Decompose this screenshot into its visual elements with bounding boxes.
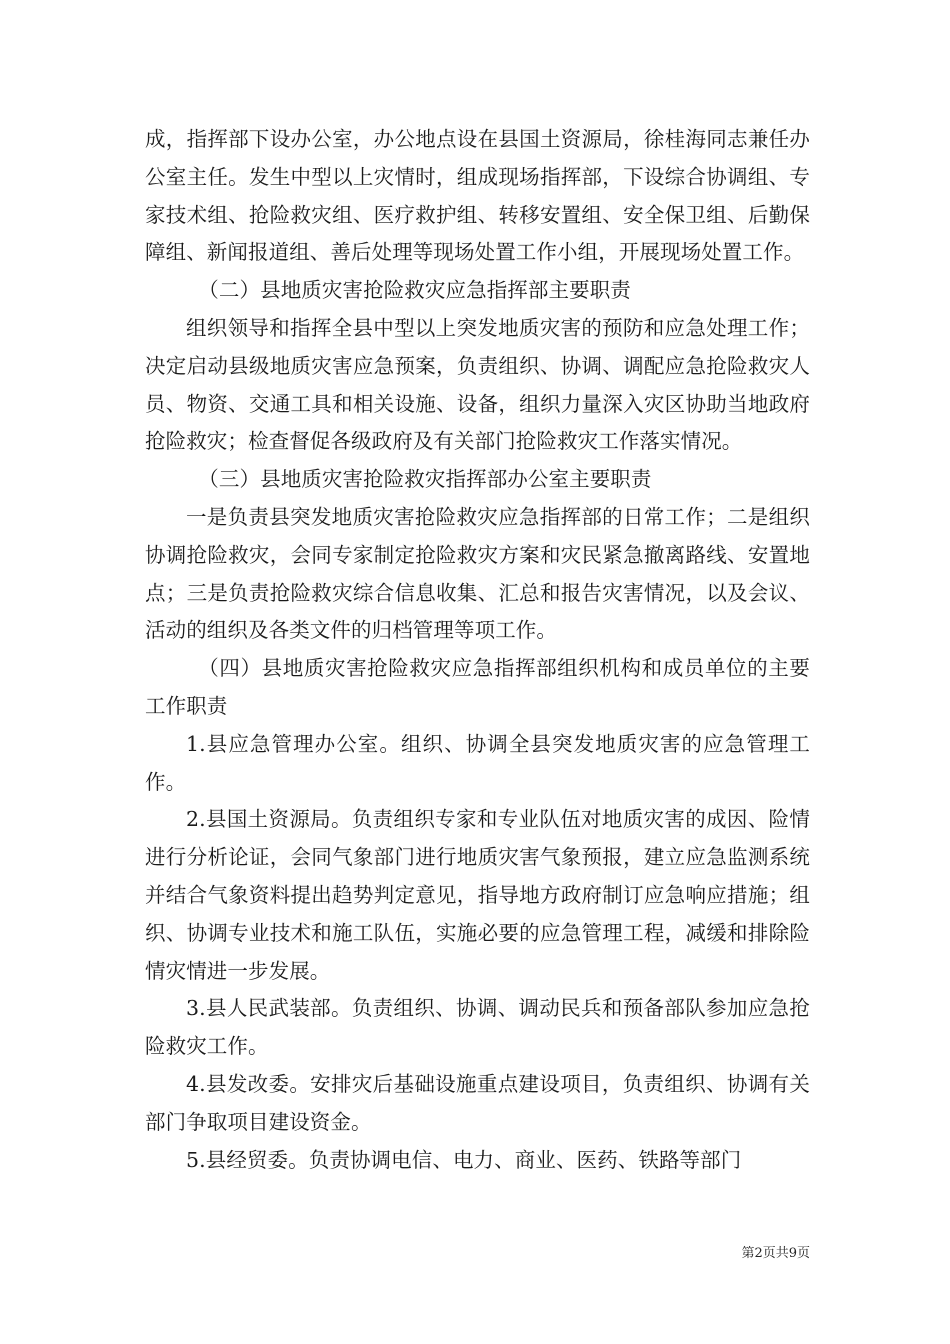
section-heading-2: （二）县地质灾害抢险救灾应急指挥部主要职责 — [198, 278, 631, 303]
paragraph: 组织领导和指挥全县中型以上突发地质灾害的预防和应急处理工作；决定启动县级地质灾害应急预案，负责组织、协调、调配应急抢险救灾人员、物资、交通工具和相关设施、设备，组织力量深入灾区协助当地政府抢险救灾；检查督促各级政府及有关部门抢险救灾工作落实情况。 — [145, 315, 810, 454]
section-heading-4: （四）县地质灾害抢险救灾应急指挥部组织机构和成员单位的主要工作职责 — [145, 656, 810, 718]
paragraph: 一是负责县突发地质灾害抢险救灾应急指挥部的日常工作；二是组织协调抢险救灾，会同专家制定抢险救灾方案和灾民紧急撤离路线、安置地点；三是负责抢险救灾综合信息收集、汇总和报告灾害情况，以及会议、活动的组织及各类文件的归档管理等项工作。 — [145, 504, 810, 643]
list-item: 1.县应急管理办公室。组织、协调全县突发地质灾害的应急管理工作。 — [145, 731, 810, 794]
document-body — [145, 121, 810, 1179]
list-item: 2.县国土资源局。负责组织专家和专业队伍对地质灾害的成因、险情进行分析论证，会同气象部门进行地质灾害气象预报，建立应急监测系统并结合气象资料提出趋势判定意见，指导地方政府制订应急响应措施；组织、协调专业技术和施工队伍，实施必要的应急管理工程，减缓和排除险情灾情进一步发展。 — [145, 807, 810, 983]
list-item: 3.县人民武装部。负责组织、协调、调动民兵和预备部队参加应急抢险救灾工作。 — [145, 996, 810, 1059]
list-item: 5.县经贸委。负责协调电信、电力、商业、医药、铁路等部门 — [186, 1147, 742, 1172]
page-number-footer: 第2页共9页 — [741, 1246, 810, 1261]
paragraph-continued: 成，指挥部下设办公室，办公地点设在县国土资源局，徐桂海同志兼任办公室主任。发生中型以上灾情时，组成现场指挥部，下设综合协调组、专家技术组、抢险救灾组、医疗救护组、转移安置组、安全保卫组、后勤保障组、新闻报道组、善后处理等现场处置工作小组，开展现场处置工作。 — [145, 127, 810, 265]
list-item: 4.县发改委。安排灾后基础设施重点建设项目，负责组织、协调有关部门争取项目建设资金。 — [145, 1071, 810, 1134]
section-heading-3: （三）县地质灾害抢险救灾指挥部办公室主要职责 — [198, 467, 652, 492]
